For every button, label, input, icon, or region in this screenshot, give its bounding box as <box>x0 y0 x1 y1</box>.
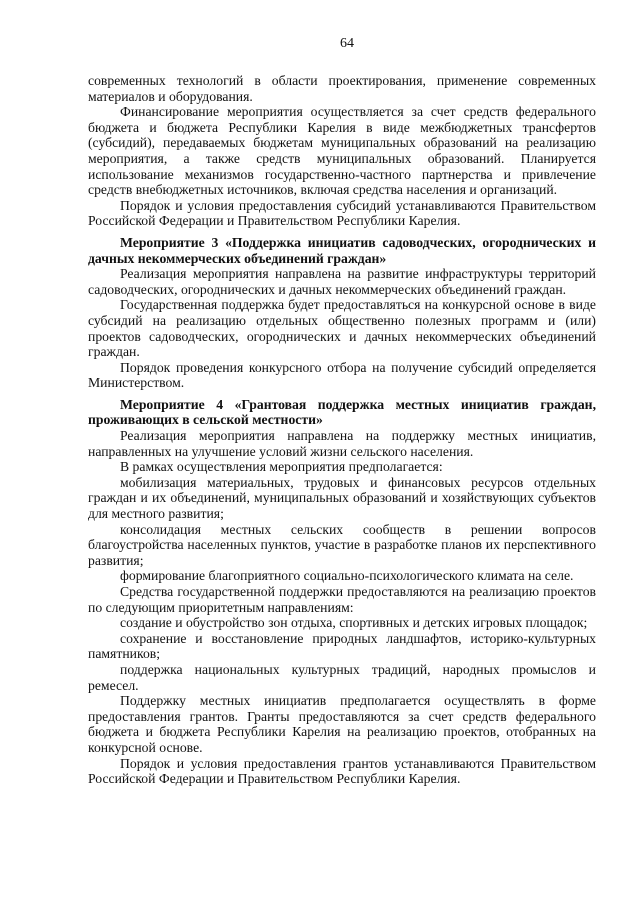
section-heading: Мероприятие 3 «Поддержка инициатив садоводческих, огороднических и дачных некоммерческих объединений граждан» <box>88 234 596 266</box>
paragraph: Средства государственной поддержки предоставляются на реализацию проектов по следующим приоритетным направлениям: <box>88 584 596 615</box>
paragraph: Поддержку местных инициатив предполагается осуществлять в форме предоставления грантов. Гранты предоставляются за счет средств федерального бюджета и бюджета Республики Карелия на реализацию проектов, отобранных на конкурсной основе. <box>88 693 596 755</box>
paragraph: Государственная поддержка будет предоставляться на конкурсной основе в виде субсидий на реализацию отдельных общественно полезных программ и (или) проектов садоводческих, огороднических и дачных некоммерческих объединений граждан. <box>88 297 596 360</box>
paragraph: Финансирование мероприятия осуществляется за счет средств федерального бюджета и бюджета Республики Карелия в виде межбюджетных трансфертов (субсидий), передаваемых бюджетам муниципальных образований на реализацию мероприятия, а также средств муниципальных образований. Планируется использование механизмов государственно-частного партнерства и привлечение средств внебюджетных источников, включая средства населения и организаций. <box>88 104 596 198</box>
paragraph: Реализация мероприятия направлена на развитие инфраструктуры территорий садоводческих, огороднических и дачных некоммерческих объединений граждан. <box>88 266 596 297</box>
paragraph: формирование благоприятного социально-психологического климата на селе. <box>120 568 574 584</box>
paragraph: создание и обустройство зон отдыха, спортивных и детских игровых площадок; <box>120 615 588 631</box>
paragraph: Реализация мероприятия направлена на поддержку местных инициатив, направленных на улучшение условий жизни сельского населения. <box>88 428 596 459</box>
paragraph: консолидация местных сельских сообществ в решении вопросов благоустройства населенных пунктов, участие в разработке планов их перспективного развития; <box>88 521 596 568</box>
paragraph: В рамках осуществления мероприятия предполагается: <box>120 459 443 475</box>
paragraph: Порядок и условия предоставления субсидий устанавливаются Правительством Российской Федерации и Правительством Республики Карелия. <box>88 197 596 229</box>
document-body <box>88 73 596 787</box>
paragraph: современных технологий в области проектирования, применение современных материалов и оборудования. <box>88 73 596 104</box>
paragraph: сохранение и восстановление природных ландшафтов, историко-культурных памятников; <box>88 630 596 662</box>
paragraph: поддержка национальных культурных традиций, народных промыслов и ремесел. <box>88 661 596 693</box>
page-number: 64 <box>340 36 354 51</box>
paragraph: Порядок проведения конкурсного отбора на получение субсидий определяется Министерством. <box>88 359 596 391</box>
section-heading: Мероприятие 4 «Грантовая поддержка местных инициатив граждан, проживающих в сельской местности» <box>88 396 596 428</box>
paragraph: Порядок и условия предоставления грантов устанавливаются Правительством Российской Федерации и Правительством Республики Карелия. <box>88 755 596 787</box>
paragraph: мобилизация материальных, трудовых и финансовых ресурсов отдельных граждан и их объединений, муниципальных образований и хозяйствующих субъектов для местного развития; <box>88 474 596 522</box>
